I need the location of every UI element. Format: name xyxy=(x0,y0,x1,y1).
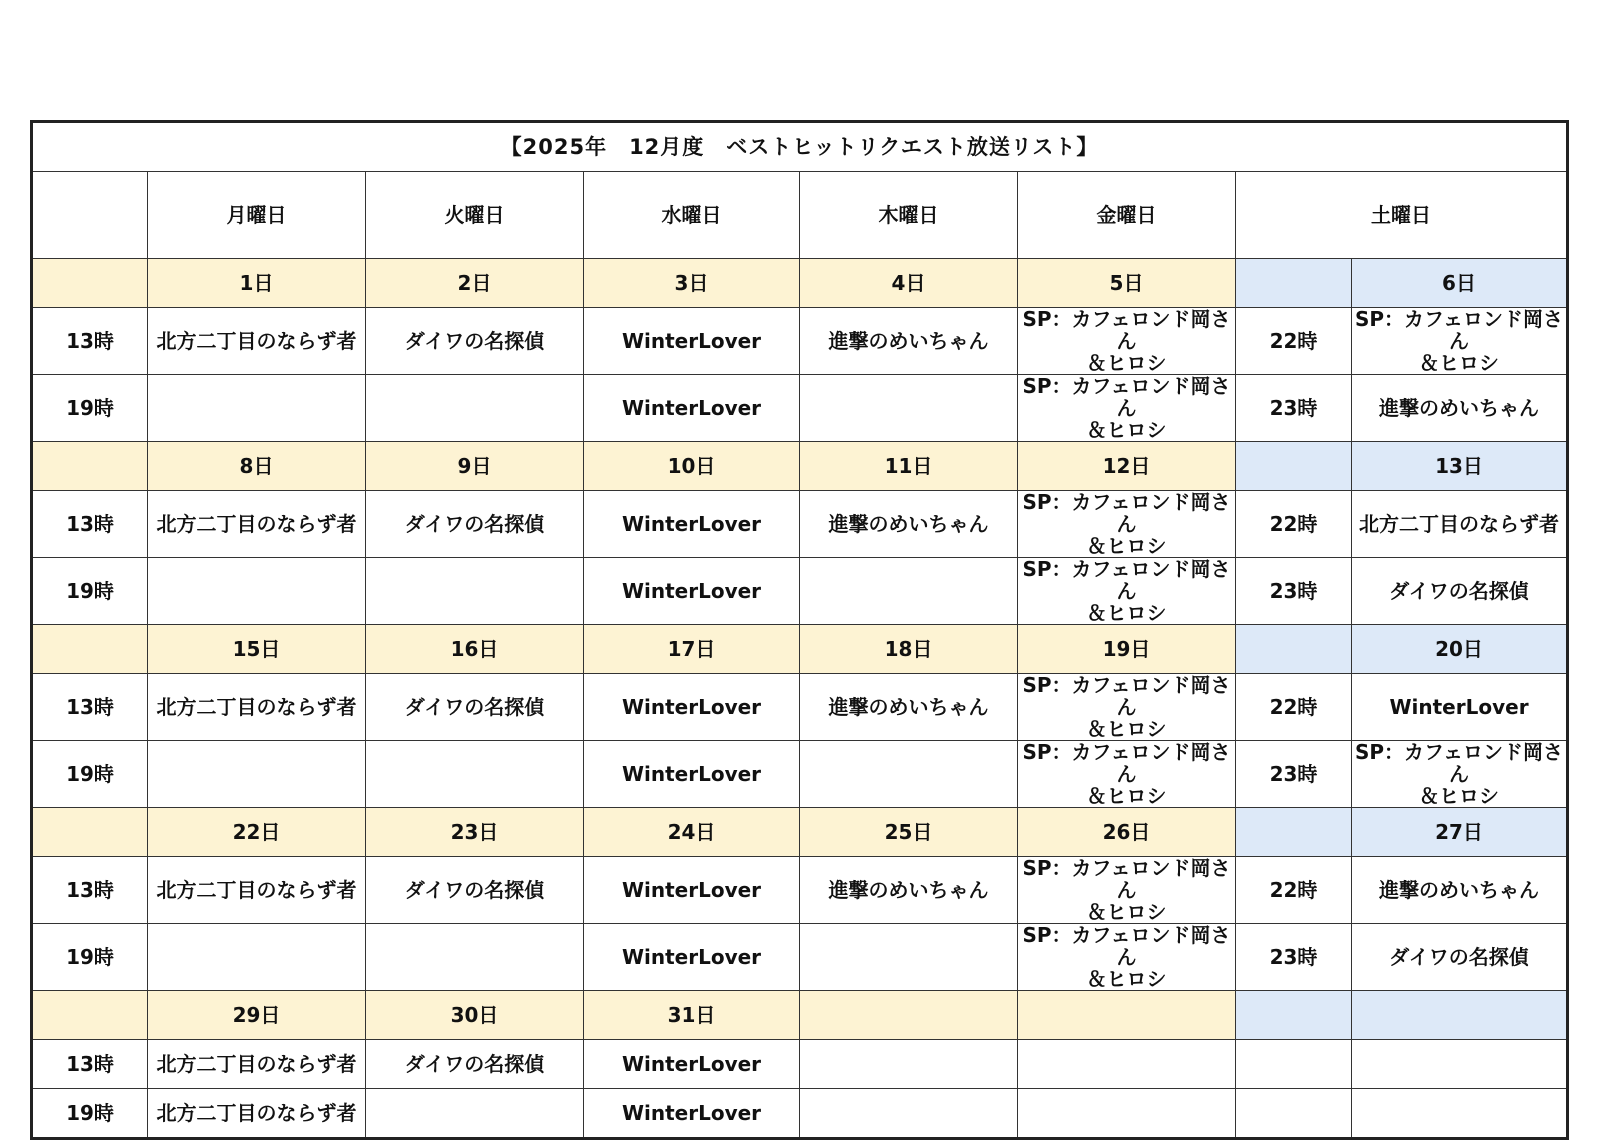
date-cell: 30日 xyxy=(366,991,584,1040)
saturday-time-label: 23時 xyxy=(1236,558,1352,625)
time-label: 13時 xyxy=(32,857,148,924)
program-cell-thu xyxy=(800,375,1018,442)
program-cell-thu: 進撃のめいちゃん xyxy=(800,857,1018,924)
date-row xyxy=(32,259,1568,308)
slot-row xyxy=(32,1089,1568,1139)
date-row xyxy=(32,991,1568,1040)
saturday-time-label xyxy=(1236,1040,1352,1089)
date-cell-saturday: 6日 xyxy=(1352,259,1568,308)
date-cell: 11日 xyxy=(800,442,1018,491)
date-cell: 8日 xyxy=(148,442,366,491)
date-cell: 24日 xyxy=(584,808,800,857)
weekday-monday: 月曜日 xyxy=(148,172,366,259)
date-row-label xyxy=(32,808,148,857)
program-cell-wed: WinterLover xyxy=(584,741,800,808)
saturday-time-blank xyxy=(1236,259,1352,308)
saturday-time-label: 23時 xyxy=(1236,924,1352,991)
slot-row xyxy=(32,857,1568,924)
weekday-friday: 金曜日 xyxy=(1018,172,1236,259)
program-cell-mon: 北方二丁目のならず者 xyxy=(148,857,366,924)
date-row xyxy=(32,808,1568,857)
program-cell-fri xyxy=(1018,1089,1236,1139)
date-cell: 26日 xyxy=(1018,808,1236,857)
date-row-label xyxy=(32,259,148,308)
program-cell-tue xyxy=(366,741,584,808)
program-cell-sat-line1: SP：カフェロンド岡さん xyxy=(1354,740,1564,786)
program-cell-mon xyxy=(148,375,366,442)
date-cell: 3日 xyxy=(584,259,800,308)
program-cell-sat-line1: ダイワの名探偵 xyxy=(1389,945,1529,969)
saturday-time-blank xyxy=(1236,808,1352,857)
program-cell-sat-line1: 北方二丁目のならず者 xyxy=(1359,512,1560,536)
program-cell-sat xyxy=(1352,558,1568,625)
program-cell-fri-line1: SP：カフェロンド岡さん xyxy=(1022,673,1231,719)
program-cell-thu xyxy=(800,558,1018,625)
program-cell-fri xyxy=(1018,857,1236,924)
program-cell-tue xyxy=(366,375,584,442)
program-cell-wed: WinterLover xyxy=(584,491,800,558)
program-cell-fri-line1: SP：カフェロンド岡さん xyxy=(1022,923,1231,969)
program-cell-thu xyxy=(800,741,1018,808)
date-row xyxy=(32,625,1568,674)
program-cell-wed: WinterLover xyxy=(584,1040,800,1089)
program-cell-fri xyxy=(1018,558,1236,625)
program-cell-sat xyxy=(1352,1089,1568,1139)
program-cell-fri-line1: SP：カフェロンド岡さん xyxy=(1022,856,1231,902)
program-cell-thu: 進撃のめいちゃん xyxy=(800,674,1018,741)
date-cell: 19日 xyxy=(1018,625,1236,674)
date-cell: 29日 xyxy=(148,991,366,1040)
slot-row xyxy=(32,1040,1568,1089)
weekday-header-row xyxy=(32,172,1568,259)
program-cell-wed: WinterLover xyxy=(584,558,800,625)
date-row-label xyxy=(32,442,148,491)
corner-cell xyxy=(32,172,148,259)
time-label: 19時 xyxy=(32,558,148,625)
saturday-time-label: 23時 xyxy=(1236,741,1352,808)
date-row xyxy=(32,442,1568,491)
program-cell-sat-line1: ダイワの名探偵 xyxy=(1389,579,1529,603)
program-cell-fri xyxy=(1018,924,1236,991)
program-cell-thu xyxy=(800,1089,1018,1139)
date-cell: 5日 xyxy=(1018,259,1236,308)
program-cell-sat xyxy=(1352,741,1568,808)
program-cell-tue: ダイワの名探偵 xyxy=(366,674,584,741)
date-cell: 10日 xyxy=(584,442,800,491)
time-label: 13時 xyxy=(32,674,148,741)
date-cell-saturday: 27日 xyxy=(1352,808,1568,857)
program-cell-fri-line1: SP：カフェロンド岡さん xyxy=(1022,557,1231,603)
program-cell-tue xyxy=(366,924,584,991)
date-cell: 17日 xyxy=(584,625,800,674)
saturday-time-blank xyxy=(1236,625,1352,674)
saturday-time-blank xyxy=(1236,442,1352,491)
time-label: 19時 xyxy=(32,924,148,991)
date-cell: 18日 xyxy=(800,625,1018,674)
slot-row xyxy=(32,308,1568,375)
program-cell-fri-line2: ＆ヒロシ xyxy=(1086,717,1167,741)
date-cell-saturday: 20日 xyxy=(1352,625,1568,674)
program-cell-tue: ダイワの名探偵 xyxy=(366,308,584,375)
program-cell-mon: 北方二丁目のならず者 xyxy=(148,491,366,558)
date-cell: 12日 xyxy=(1018,442,1236,491)
program-cell-fri xyxy=(1018,674,1236,741)
program-cell-tue: ダイワの名探偵 xyxy=(366,491,584,558)
program-cell-fri-line1: SP：カフェロンド岡さん xyxy=(1022,740,1231,786)
time-label: 13時 xyxy=(32,491,148,558)
slot-row xyxy=(32,741,1568,808)
program-cell-thu xyxy=(800,1040,1018,1089)
program-cell-sat-line2: ＆ヒロシ xyxy=(1419,351,1500,375)
program-cell-sat-line1: SP：カフェロンド岡さん xyxy=(1354,307,1564,353)
date-cell: 2日 xyxy=(366,259,584,308)
program-cell-fri-line2: ＆ヒロシ xyxy=(1086,534,1167,558)
saturday-time-label: 23時 xyxy=(1236,375,1352,442)
program-cell-fri-line1: SP：カフェロンド岡さん xyxy=(1022,490,1231,536)
program-cell-fri xyxy=(1018,375,1236,442)
program-cell-thu xyxy=(800,924,1018,991)
time-label: 19時 xyxy=(32,1089,148,1139)
program-cell-mon xyxy=(148,741,366,808)
weekday-saturday: 土曜日 xyxy=(1236,172,1568,259)
date-cell: 22日 xyxy=(148,808,366,857)
program-cell-mon: 北方二丁目のならず者 xyxy=(148,1089,366,1139)
time-label: 13時 xyxy=(32,308,148,375)
saturday-time-label xyxy=(1236,1089,1352,1139)
program-cell-wed: WinterLover xyxy=(584,924,800,991)
slot-row xyxy=(32,674,1568,741)
program-cell-fri-line2: ＆ヒロシ xyxy=(1086,900,1167,924)
program-cell-mon xyxy=(148,924,366,991)
program-cell-tue: ダイワの名探偵 xyxy=(366,1040,584,1089)
program-cell-wed: WinterLover xyxy=(584,375,800,442)
program-cell-sat xyxy=(1352,924,1568,991)
program-cell-sat-line1: WinterLover xyxy=(1389,695,1529,719)
saturday-time-label: 22時 xyxy=(1236,674,1352,741)
program-cell-mon xyxy=(148,558,366,625)
program-cell-thu: 進撃のめいちゃん xyxy=(800,491,1018,558)
date-row-label xyxy=(32,625,148,674)
slot-row xyxy=(32,375,1568,442)
slot-row xyxy=(32,558,1568,625)
program-cell-fri-line2: ＆ヒロシ xyxy=(1086,351,1167,375)
date-cell: 25日 xyxy=(800,808,1018,857)
program-cell-tue: ダイワの名探偵 xyxy=(366,857,584,924)
program-cell-fri xyxy=(1018,741,1236,808)
date-cell: 4日 xyxy=(800,259,1018,308)
program-cell-fri xyxy=(1018,308,1236,375)
program-cell-wed: WinterLover xyxy=(584,674,800,741)
program-cell-sat-line1: 進撃のめいちゃん xyxy=(1379,396,1540,420)
program-cell-wed: WinterLover xyxy=(584,857,800,924)
time-label: 19時 xyxy=(32,741,148,808)
program-cell-fri xyxy=(1018,1040,1236,1089)
program-cell-tue xyxy=(366,1089,584,1139)
weekday-wednesday: 水曜日 xyxy=(584,172,800,259)
date-cell: 1日 xyxy=(148,259,366,308)
program-cell-sat xyxy=(1352,308,1568,375)
program-cell-thu: 進撃のめいちゃん xyxy=(800,308,1018,375)
program-cell-wed: WinterLover xyxy=(584,308,800,375)
date-row-label xyxy=(32,991,148,1040)
time-label: 13時 xyxy=(32,1040,148,1089)
slot-row xyxy=(32,491,1568,558)
program-cell-sat-line1: 進撃のめいちゃん xyxy=(1379,878,1540,902)
program-cell-mon: 北方二丁目のならず者 xyxy=(148,1040,366,1089)
program-cell-fri-line1: SP：カフェロンド岡さん xyxy=(1022,374,1231,420)
date-cell xyxy=(1018,991,1236,1040)
program-cell-sat xyxy=(1352,1040,1568,1089)
program-cell-sat xyxy=(1352,857,1568,924)
program-cell-fri-line1: SP：カフェロンド岡さん xyxy=(1022,307,1231,353)
program-cell-fri-line2: ＆ヒロシ xyxy=(1086,418,1167,442)
date-cell: 23日 xyxy=(366,808,584,857)
date-cell-saturday: 13日 xyxy=(1352,442,1568,491)
program-cell-fri-line2: ＆ヒロシ xyxy=(1086,601,1167,625)
slot-row xyxy=(32,924,1568,991)
saturday-time-blank xyxy=(1236,991,1352,1040)
date-cell: 16日 xyxy=(366,625,584,674)
date-cell: 15日 xyxy=(148,625,366,674)
program-cell-fri-line2: ＆ヒロシ xyxy=(1086,967,1167,991)
saturday-time-label: 22時 xyxy=(1236,857,1352,924)
program-cell-sat xyxy=(1352,491,1568,558)
program-cell-wed: WinterLover xyxy=(584,1089,800,1139)
program-cell-mon: 北方二丁目のならず者 xyxy=(148,674,366,741)
saturday-time-label: 22時 xyxy=(1236,491,1352,558)
weekday-tuesday: 火曜日 xyxy=(366,172,584,259)
program-cell-tue xyxy=(366,558,584,625)
date-cell: 31日 xyxy=(584,991,800,1040)
schedule-table xyxy=(30,120,1569,1140)
time-label: 19時 xyxy=(32,375,148,442)
page-title: 【2025年 12月度 ベストヒットリクエスト放送リスト】 xyxy=(32,122,1568,172)
program-cell-sat xyxy=(1352,375,1568,442)
program-cell-fri xyxy=(1018,491,1236,558)
program-cell-sat xyxy=(1352,674,1568,741)
date-cell xyxy=(800,991,1018,1040)
date-cell: 9日 xyxy=(366,442,584,491)
weekday-thursday: 木曜日 xyxy=(800,172,1018,259)
program-cell-mon: 北方二丁目のならず者 xyxy=(148,308,366,375)
date-cell-saturday xyxy=(1352,991,1568,1040)
saturday-time-label: 22時 xyxy=(1236,308,1352,375)
program-cell-sat-line2: ＆ヒロシ xyxy=(1419,784,1500,808)
program-cell-fri-line2: ＆ヒロシ xyxy=(1086,784,1167,808)
